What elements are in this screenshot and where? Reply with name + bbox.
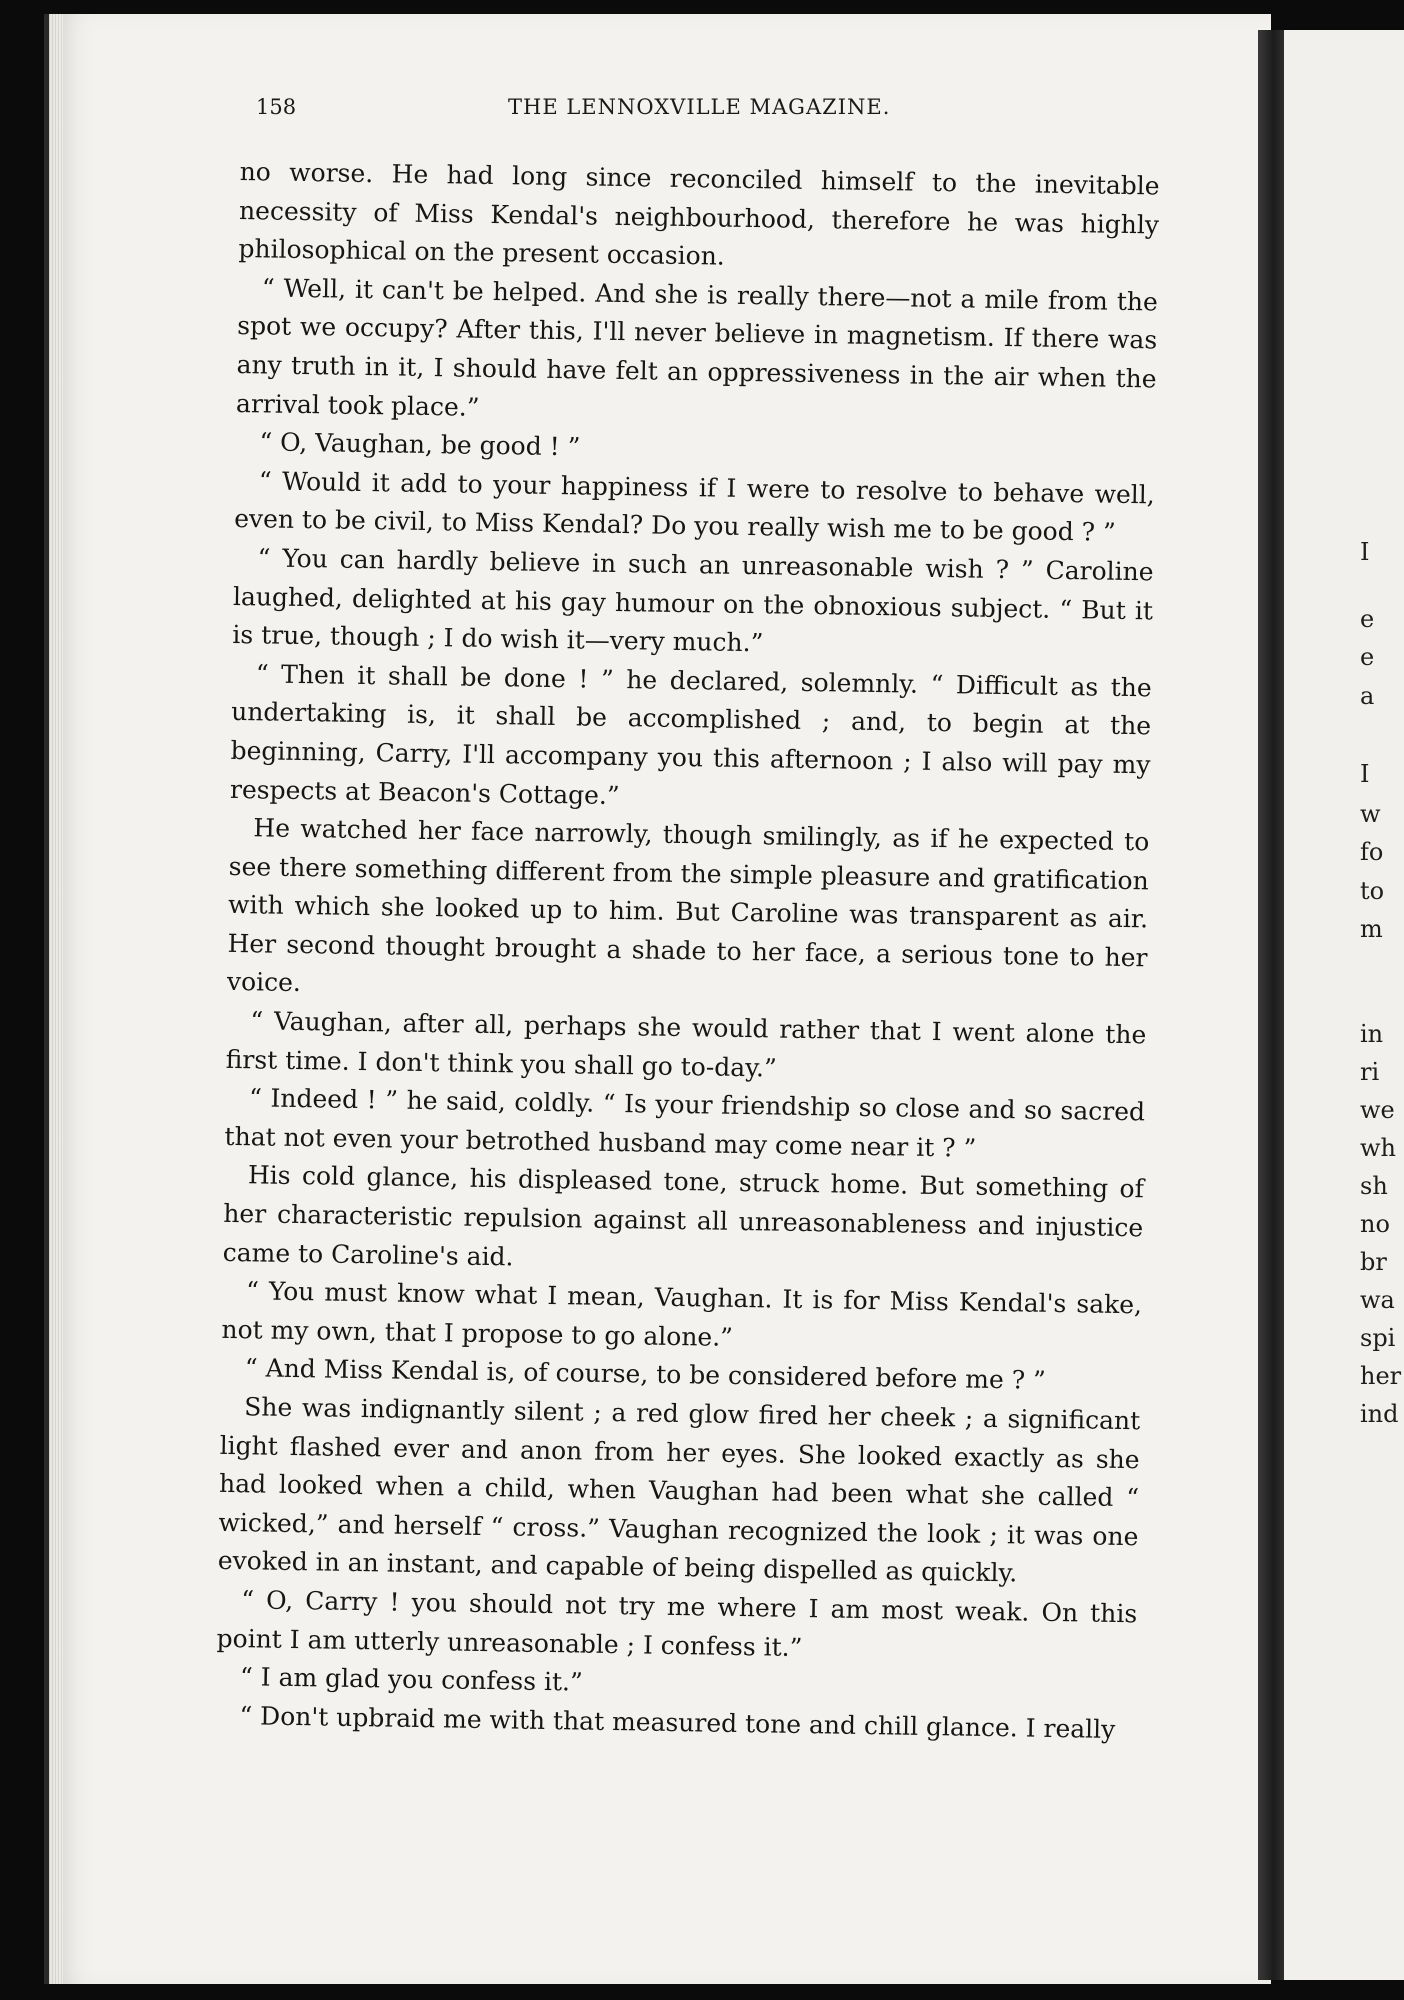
page-number: 158 (256, 95, 297, 119)
paragraph: “ You can hardly believe in such an unreasonable wish ? ” Caroline laughed, delighted at his gay humour on the obnoxious subject. “ But it is true, though ; I do wish it—very much.” (232, 543, 1154, 658)
adjacent-page-fragment: w (1360, 800, 1381, 828)
paragraph: “ Well, it can't be helped. And she is really there—not a mile from the spot we occupy? After this, I'll never believe in magnetism. If there was any truth in it, I should have felt an oppressiveness in the air when the arrival took place.” (235, 273, 1159, 422)
paragraph: “ You must know what I mean, Vaughan. It is for Miss Kendal's sake, not my own, that I propose to go alone.” (221, 1276, 1143, 1352)
paragraph: He watched her face narrowly, though smilingly, as if he expected to see there something different from the simple pleasure and gratification with which she looked up to him. But Caroline was transparent as air. Her second thought brought a shade to her face, a serious tone to her voice. (226, 813, 1150, 998)
adjacent-page-fragment: I (1360, 538, 1370, 566)
adjacent-page-fragment: wh (1360, 1134, 1396, 1162)
paragraph: “ O, Vaughan, be good ! ” (259, 427, 581, 462)
paragraph: “ O, Carry ! you should not try me where I am most weak. On this point I am utterly unreasonable ; I confess it.” (216, 1585, 1138, 1662)
adjacent-page-fragment: e (1360, 643, 1375, 671)
adjacent-page-fragment: we (1360, 1096, 1395, 1124)
page-edge-stack (49, 14, 63, 1984)
adjacent-page (1284, 30, 1404, 1980)
adjacent-page-fragment: sh (1360, 1172, 1388, 1200)
paragraph: “ And Miss Kendal is, of course, to be considered before me ? ” (244, 1353, 1047, 1396)
adjacent-page-fragment: m (1360, 915, 1383, 943)
paragraph: “ Indeed ! ” he said, coldly. “ Is your friendship so close and so sacred that not even your betrothed husband may come near it ? ” (224, 1083, 1146, 1163)
adjacent-page-fragment: I (1360, 760, 1370, 788)
adjacent-page-fragment: no (1360, 1210, 1390, 1238)
adjacent-page-fragment: to (1360, 877, 1385, 905)
running-head: THE LENNOXVILLE MAGAZINE. (508, 95, 891, 119)
paragraph: “ Don't upbraid me with that measured tone and chill glance. I really (239, 1700, 1116, 1744)
paragraph: “ Then it shall be done ! ” he declared, solemnly. “ Difficult as the undertaking is, it shall be accomplished ; and, to begin at the beginning, Carry, I'll accompany you this afternoon ; I also will pay my respects at Beacon's Cottage.” (229, 659, 1152, 810)
adjacent-page-fragment: wa (1360, 1286, 1395, 1314)
paragraph: no worse. He had long since reconciled himself to the inevitable necessity of Miss Kendal's neighbourhood, therefore he was highly philosophical on the present occasion. (238, 156, 1160, 271)
adjacent-page-fragment: e (1360, 605, 1375, 633)
adjacent-page-fragment: ri (1360, 1058, 1380, 1086)
adjacent-page-fragment: ind (1360, 1400, 1399, 1428)
body-text (215, 153, 1160, 1750)
paragraph: “ Would it add to your happiness if I were to resolve to behave well, even to be civil, to Miss Kendal? Do you really wish me to be good ? ” (234, 466, 1155, 548)
paragraph: “ I am glad you confess it.” (239, 1662, 584, 1697)
adjacent-page-fragment: fo (1360, 838, 1384, 866)
book-gutter (1258, 30, 1284, 1980)
adjacent-page-fragment: in (1360, 1020, 1384, 1048)
adjacent-page-fragment: spi (1360, 1324, 1396, 1352)
adjacent-page-fragment: her (1360, 1362, 1402, 1390)
adjacent-page-fragment: br (1360, 1248, 1387, 1276)
paragraph: His cold glance, his displeased tone, struck home. But something of her characteristic repulsion against all unreasonableness and injustice came to Caroline's aid. (222, 1160, 1145, 1272)
paragraph: She was indignantly silent ; a red glow fired her cheek ; a significant light flashed ever and anon from her eyes. She looked exactly as she had looked when a child, when Vaughan had been what she called “ wicked,” and herself “ cross.” Vaughan recognized the look ; it was one evoked in an instant, and capable of being dispelled as quickly. (217, 1392, 1141, 1588)
paragraph: “ Vaughan, after all, perhaps she would rather that I went alone the first time. I don't think you shall go to-day.” (225, 1006, 1147, 1083)
adjacent-page-fragment: a (1360, 682, 1375, 710)
